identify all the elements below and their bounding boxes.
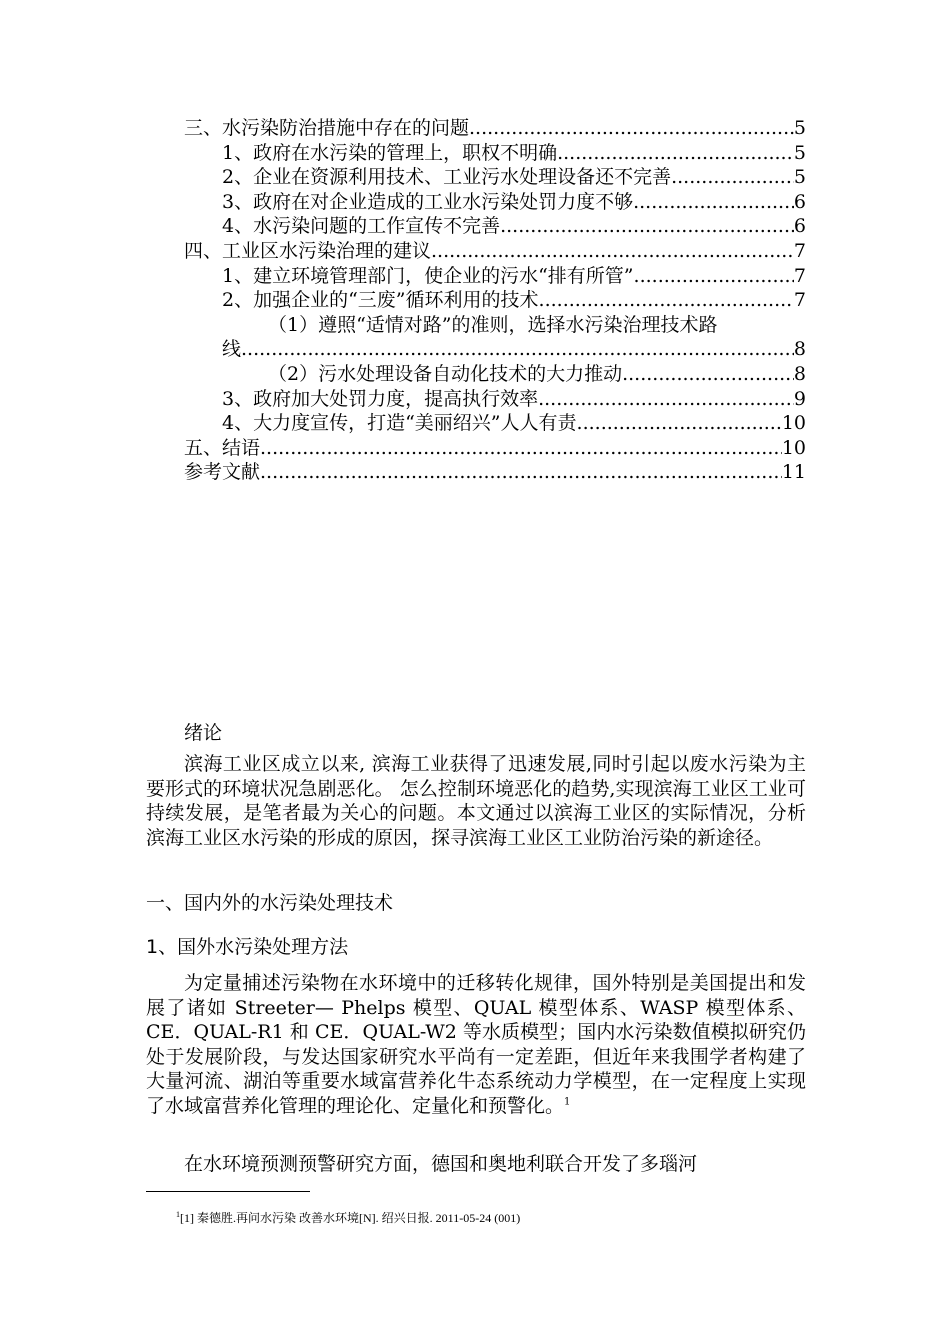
toc-entry-title: 4、大力度宣传，打造“美丽绍兴”人人有责 [222, 412, 577, 435]
toc-leader-dots [557, 141, 794, 166]
toc-entry-title: 2、企业在资源利用技术、工业污水处理设备还不完善 [222, 166, 672, 189]
toc-page-number: 11 [781, 461, 806, 484]
toc-leader-dots [260, 460, 782, 485]
toc-leader-dots [634, 264, 794, 289]
intro-paragraph: 滨海工业区成立以来, 滨海工业获得了迅速发展,同时引起以废水污染为主要形式的环境状况急剧恶化。 怎么控制环境恶化的趋势,实现滨海工业区工业可持续发展，是笔者最为关心的问题。本文通过以滨海工业区的实际情况，分析滨海工业区水污染的形成的原因，探寻滨海工业区工业防治污染的新途径。 [146, 753, 806, 849]
toc-entry-title: 3、政府加大处罚力度，提高执行效率 [222, 387, 539, 410]
body-paragraph-text: 为定量捕述污染物在水环境中的迁移转化规律，国外特别是美国提出和发展了诸如 Streeter— Phelps 模型、QUAL 模型体系、WASP 模型体系、CE．QUAL-R1 和 CE．QUAL-W2 等水质模型；国内水污染数值模拟研究仍处于发展阶段，与发达国家研究水平尚有一定差距，但近年来我围学者构建了大量河流、湖泊等重要水域富营养化牛态系统动力学模型，在一定程度上实现了水域富营养化管理的理论化、定量化和预警化。 [146, 972, 806, 1117]
toc-entry[interactable] [184, 214, 806, 239]
toc-entry-continuation[interactable] [184, 337, 806, 362]
toc-entry[interactable] [184, 288, 806, 313]
toc-leader-dots [577, 411, 782, 436]
toc-page-number: 9 [793, 387, 806, 410]
footnote-reference[interactable]: 1 [564, 1096, 571, 1108]
toc-entry-title: （2）污水处理设备自动化技术的大力推动 [268, 362, 623, 385]
table-of-contents [184, 116, 806, 485]
footnote-mark: 1 [176, 1210, 180, 1219]
body-paragraph [146, 971, 806, 1119]
toc-entry[interactable] [184, 141, 806, 166]
toc-leader-dots [671, 165, 794, 190]
toc-entry-title: 五、结语 [184, 436, 261, 459]
toc-page-number: 7 [793, 264, 806, 287]
toc-entry[interactable] [184, 165, 806, 190]
toc-entry-wrapped-first-line[interactable] [184, 313, 806, 338]
toc-entry[interactable] [184, 239, 806, 264]
toc-entry-title: 2、加强企业的“三废”循环利用的技术 [222, 289, 539, 312]
toc-page-number: 6 [793, 190, 806, 213]
toc-leader-dots [260, 436, 782, 461]
toc-page-number: 7 [793, 239, 806, 262]
toc-leader-dots [633, 190, 794, 215]
section-heading: 一、国内外的水污染处理技术 [146, 892, 394, 914]
toc-entry[interactable] [184, 264, 806, 289]
toc-entry[interactable] [184, 436, 806, 461]
toc-entry-title-continuation: 线 [222, 338, 242, 361]
toc-leader-dots [469, 116, 794, 141]
toc-page-number: 6 [793, 215, 806, 238]
toc-entry-title: 参考文献 [184, 461, 261, 484]
toc-leader-dots [431, 239, 794, 264]
toc-entry[interactable] [184, 190, 806, 215]
toc-entry-title: （1）遵照“适情对路”的准则，选择水污染治理技术路 [268, 313, 718, 336]
toc-page-number: 10 [781, 436, 806, 459]
toc-leader-dots [539, 288, 794, 313]
toc-entry[interactable] [184, 460, 806, 485]
body-paragraph: 在水环境预测预警研究方面，德国和奥地利联合开发了多瑙河 [184, 1153, 698, 1175]
toc-entry[interactable] [184, 116, 806, 141]
toc-page-number: 5 [793, 166, 806, 189]
toc-entry-title: 4、水污染问题的工作宣传不完善 [222, 215, 501, 238]
toc-entry-title: 1、建立环境管理部门，使企业的污水“排有所管” [222, 264, 634, 287]
toc-leader-dots [538, 387, 794, 412]
toc-entry-title: 四、工业区水污染治理的建议 [184, 239, 432, 262]
footnote-separator [146, 1191, 310, 1192]
toc-page-number: 8 [793, 362, 806, 385]
toc-page-number: 10 [781, 412, 806, 435]
toc-page-number: 8 [793, 338, 806, 361]
toc-entry-title: 3、政府在对企业造成的工业水污染处罚力度不够 [222, 190, 634, 213]
toc-entry[interactable] [184, 387, 806, 412]
subsection-heading: 1、国外水污染处理方法 [146, 936, 349, 958]
footnote-text: [1] 秦德胜.再问水污染 改善水环境[N]. 绍兴日报. 2011-05-24 (001) [180, 1211, 521, 1225]
toc-page-number: 7 [793, 289, 806, 312]
intro-heading: 绪论 [184, 722, 223, 744]
toc-entry-title: 三、水污染防治措施中存在的问题 [184, 117, 470, 139]
toc-leader-dots [622, 362, 794, 387]
toc-page-number: 5 [793, 117, 806, 139]
toc-entry[interactable] [184, 362, 806, 387]
footnote [176, 1209, 520, 1226]
toc-entry-title: 1、政府在水污染的管理上，职权不明确 [222, 141, 558, 164]
toc-leader-dots [500, 214, 794, 239]
toc-page-number: 5 [793, 141, 806, 164]
toc-entry[interactable] [184, 411, 806, 436]
toc-leader-dots [241, 337, 794, 362]
